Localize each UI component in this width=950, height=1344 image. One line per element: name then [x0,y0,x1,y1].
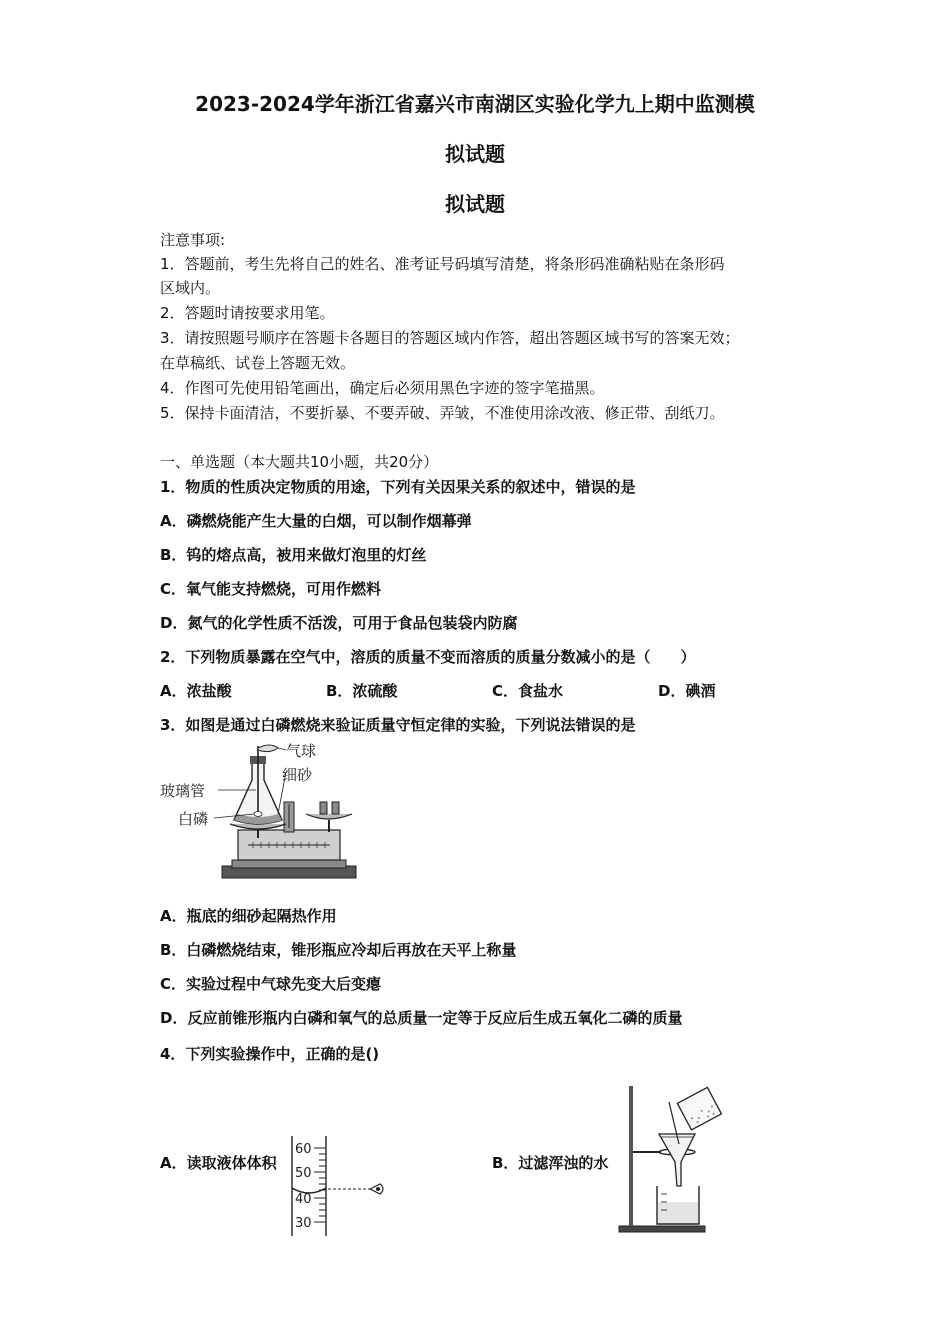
question-2-option-a: A．浓盐酸 [160,682,232,700]
notice-item: 2．答题时请按要求用笔。 [160,304,335,322]
question-2-option-c: C．食盐水 [492,682,564,700]
question-4-option-b: B．过滤浑浊的水 [492,1154,609,1172]
question-2-option-b: B．浓硫酸 [326,682,398,700]
question-1-option-d: D．氮气的化学性质不活泼，可用于食品包装袋内防腐 [160,614,518,632]
notice-item: 3．请按照题号顺序在答题卡各题目的答题区域内作答，超出答题区域书写的答案无效； [160,329,740,347]
question-1-option-a: A．磷燃烧能产生大量的白烟，可以制作烟幕弹 [160,512,472,530]
label-balloon: 气球 [286,742,317,760]
question-3-option-a: A．瓶底的细砂起隔热作用 [160,907,337,925]
page-title: 2023-2024学年浙江省嘉兴市南湖区实验化学九上期中监测模 [195,92,755,116]
label-sand: 细砂 [282,766,313,784]
cylinder-tick-label: 30 [295,1216,312,1231]
question-1-option-c: C．氧气能支持燃烧，可用作燃料 [160,580,382,598]
cylinder-tick-label: 40 [295,1192,312,1207]
page-subtitle: 拟试题 [445,192,505,216]
label-glass-tube: 玻璃管 [160,782,206,800]
question-3-option-c: C．实验过程中气球先变大后变瘪 [160,975,382,993]
section-heading: 一、单选题（本大题共10小题，共20分） [160,453,439,471]
notice-item: 在草稿纸、试卷上答题无效。 [160,354,356,372]
filtration-setup-figure [617,1082,727,1234]
cylinder-tick-label: 60 [295,1142,312,1157]
question-4-stem: 4．下列实验操作中，正确的是() [160,1045,380,1063]
graduated-cylinder-figure [286,1134,390,1238]
question-1-stem: 1．物质的性质决定物质的用途，下列有关因果关系的叙述中，错误的是 [160,478,636,496]
question-2-option-d: D．碘酒 [658,682,716,700]
question-1-option-b: B．钨的熔点高，被用来做灯泡里的灯丝 [160,546,427,564]
question-2-stem: 2．下列物质暴露在空气中，溶质的质量不变而溶质的质量分数减小的是（ ） [160,648,696,666]
question-3-stem: 3．如图是通过白磷燃烧来验证质量守恒定律的实验，下列说法错误的是 [160,716,636,734]
question-3-option-b: B．白磷燃烧结束，锥形瓶应冷却后再放在天平上称量 [160,941,517,959]
question-4-option-a: A．读取液体体积 [160,1154,277,1172]
notice-item: 1．答题前，考生先将自己的姓名、准考证号码填写清楚，将条形码准确粘贴在条形码 [160,255,725,273]
question-3-option-d: D．反应前锥形瓶内白磷和氧气的总质量一定等于反应后生成五氧化二磷的质量 [160,1009,683,1027]
balance-experiment-figure [158,742,368,887]
label-white-phosphorus: 白磷 [178,810,209,828]
page-title-continued: 拟试题 [445,142,505,166]
cylinder-tick-label: 50 [295,1166,312,1181]
notice-item: 5．保持卡面清洁，不要折暴、不要弄破、弄皱，不准使用涂改液、修正带、刮纸刀。 [160,404,725,422]
notice-item: 4．作图可先使用铅笔画出，确定后必须用黑色字迹的签字笔描黑。 [160,379,605,397]
notice-heading: 注意事项: [160,231,226,249]
notice-item: 区域内。 [160,279,221,297]
